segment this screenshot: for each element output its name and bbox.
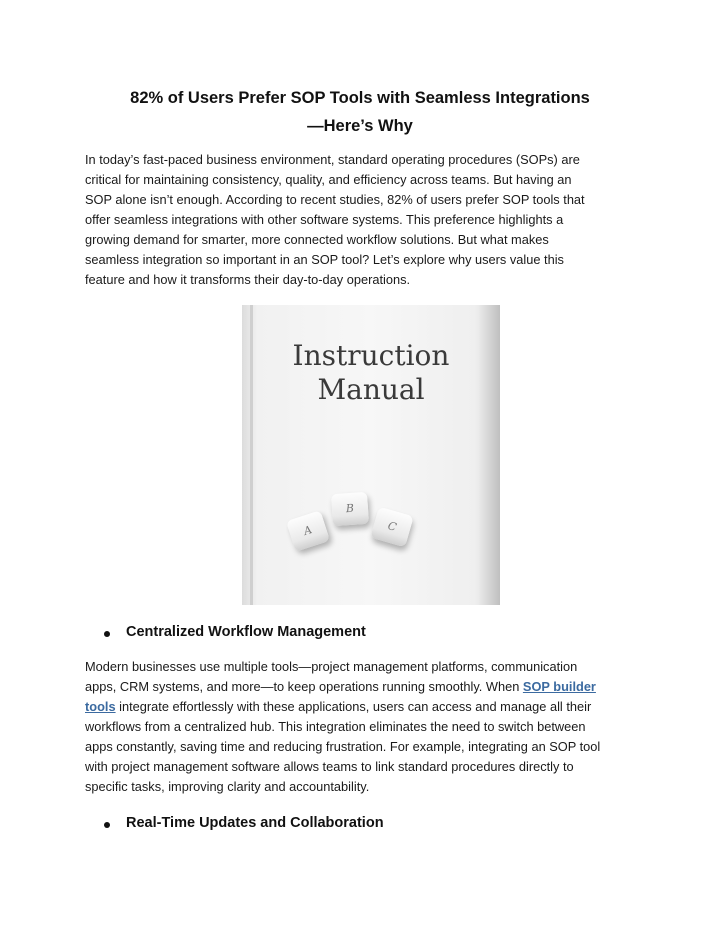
- intro-line: seamless integration so important in an SOP tool? Let’s explore why users value this: [85, 252, 564, 267]
- section1-line: apps constantly, saving time and reducing frustration. For example, integrating an SOP tool: [85, 739, 601, 754]
- keycap-c: C: [370, 507, 413, 548]
- sop-builder-tools-link[interactable]: SOP builder: [522, 679, 596, 694]
- section1-text: apps, CRM systems, and more—to keep operations running smoothly. When: [85, 679, 523, 694]
- intro-line: feature and how it transforms their day-to-day operations.: [85, 272, 411, 287]
- section1-line: Modern businesses use multiple tools—project management platforms, communication: [85, 659, 578, 674]
- keycap-b: B: [331, 492, 369, 526]
- intro-paragraph: [85, 150, 645, 290]
- keycap-a: A: [286, 510, 330, 552]
- section-heading-text: Real-Time Updates and Collaboration: [126, 815, 384, 831]
- intro-line: SOP alone isn’t enough. According to recent studies, 82% of users prefer SOP tools that: [85, 192, 585, 207]
- intro-line: In today’s fast-paced business environment, standard operating procedures (SOPs) are: [85, 152, 580, 167]
- title-line-1: 82% of Users Prefer SOP Tools with Seamless Integrations: [130, 89, 590, 107]
- cover-title-line-2: Manual: [317, 373, 425, 406]
- title-line-2: —Here’s Why: [307, 117, 413, 135]
- intro-line: critical for maintaining consistency, quality, and efficiency across teams. But having an: [85, 172, 572, 187]
- intro-line: offer seamless integrations with other software systems. This preference highlights a: [85, 212, 564, 227]
- section1-line: with project management software allows teams to link standard procedures directly to: [85, 759, 574, 774]
- cover-title-line-1: Instruction: [292, 339, 450, 372]
- bullet-icon: [104, 822, 110, 828]
- section1-line: [85, 697, 645, 717]
- section-heading-text: Centralized Workflow Management: [126, 624, 366, 640]
- bullet-icon: [104, 631, 110, 637]
- intro-line: growing demand for smarter, more connected workflow solutions. But what makes: [85, 232, 549, 247]
- section1-text: integrate effortlessly with these applications, users can access and manage all their: [115, 699, 592, 714]
- section1-line: workflows from a centralized hub. This integration eliminates the need to switch between: [85, 719, 586, 734]
- section1-paragraph: [85, 657, 645, 797]
- instruction-manual-image: [242, 305, 500, 605]
- sop-builder-tools-link-continued[interactable]: tools: [85, 699, 116, 714]
- section1-line: [85, 677, 645, 697]
- section1-line: specific tasks, improving clarity and accountability.: [85, 779, 370, 794]
- page-title: [80, 84, 640, 140]
